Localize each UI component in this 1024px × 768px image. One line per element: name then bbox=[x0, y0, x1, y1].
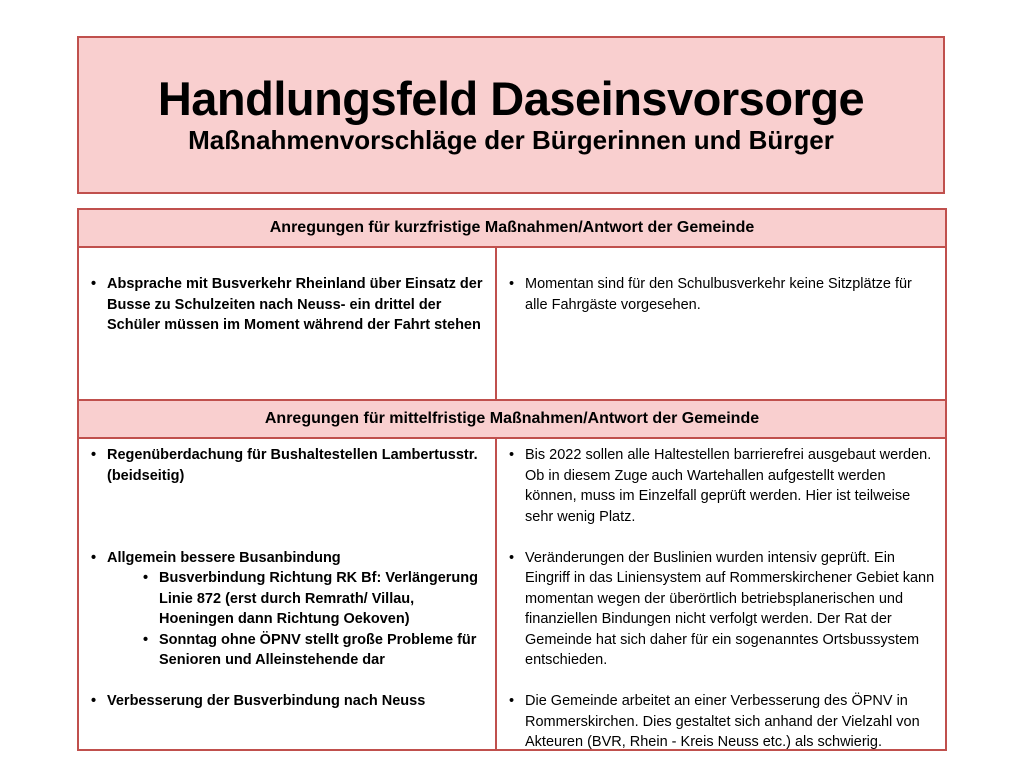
list-subitem: • Busverbindung Richtung RK Bf: Verlängerung Linie 872 (erst durch Remrath/ Villau, Hoeningen dann Richtung Oekoven) bbox=[87, 568, 487, 630]
list-item: • Veränderungen der Buslinien wurden intensiv geprüft. Ein Eingriff in das Liniensystem auf Rommerskirchener Gebiet kann momentan wegen der überörtlich betriebsplanerischen und finanziellen Bindungen nicht verfolgt werden. Der Rat der Gemeinde hat sich daher für ein sogenanntes Ortsbussystem entschieden. bbox=[505, 548, 937, 671]
mid-term-header: Anregungen für mittelfristige Maßnahmen/Antwort der Gemeinde bbox=[79, 399, 945, 439]
short-term-row bbox=[79, 248, 945, 399]
page-title: Handlungsfeld Daseinsvorsorge bbox=[157, 71, 865, 125]
mid-term-row bbox=[79, 439, 945, 749]
measures-table bbox=[77, 208, 947, 751]
list-item: • Die Gemeinde arbeitet an einer Verbesserung des ÖPNV in Rommerskirchen. Dies gestaltet sich anhand der Vielzahl von Akteuren (BVR, Rhein - Kreis Neuss etc.) als schwierig. bbox=[505, 691, 937, 753]
list-item: • Momentan sind für den Schulbusverkehr keine Sitzplätze für alle Fahrgäste vorgesehen. bbox=[505, 274, 937, 315]
title-box bbox=[77, 36, 945, 194]
short-term-header: Anregungen für kurzfristige Maßnahmen/Antwort der Gemeinde bbox=[79, 210, 945, 248]
list-item: • Absprache mit Busverkehr Rheinland über Einsatz der Busse zu Schulzeiten nach Neuss- ein drittel der Schüler müssen im Moment während der Fahrt stehen bbox=[87, 274, 487, 336]
short-term-suggestions bbox=[79, 248, 497, 399]
list-item: • Regenüberdachung für Bushaltestellen Lambertusstr. (beidseitig) bbox=[87, 445, 487, 486]
mid-term-suggestions bbox=[79, 439, 497, 749]
list-item: • Allgemein bessere Busanbindung bbox=[87, 548, 487, 569]
list-item: • Verbesserung der Busverbindung nach Neuss bbox=[87, 691, 487, 712]
list-item: • Bis 2022 sollen alle Haltestellen barrierefrei ausgebaut werden. Ob in diesem Zuge auch Wartehallen aufgestellt werden können, muss im Einzelfall geprüft werden. Hier ist teilweise sehr wenig Platz. bbox=[505, 445, 937, 527]
mid-term-answers bbox=[497, 439, 945, 749]
list-subitem: • Sonntag ohne ÖPNV stellt große Probleme für Senioren und Alleinstehende dar bbox=[87, 630, 487, 671]
page-subtitle: Maßnahmenvorschläge der Bürgerinnen und Bürger bbox=[188, 125, 834, 156]
short-term-answers bbox=[497, 248, 945, 399]
